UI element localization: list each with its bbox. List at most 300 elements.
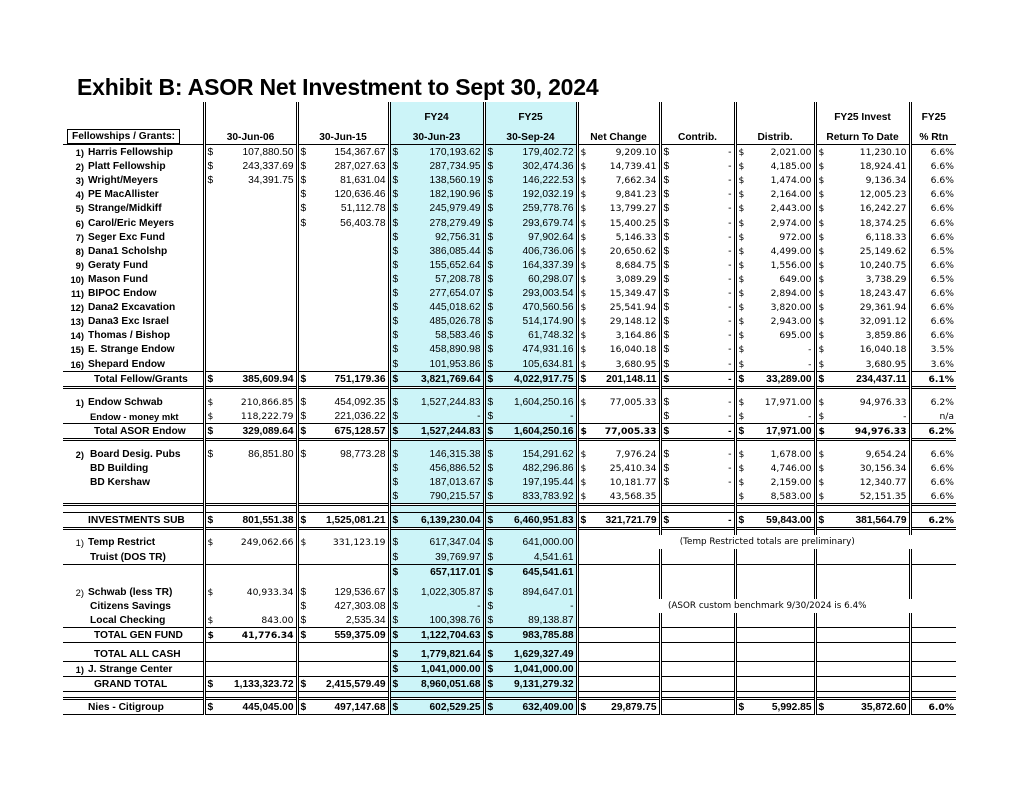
amount-cell: $ 1,527,244.83	[389, 423, 484, 439]
percent-cell	[910, 564, 956, 579]
row-label: Shepard Endow	[88, 358, 165, 370]
amount-cell: $ 56,403.78	[297, 215, 389, 229]
empty-cell	[910, 505, 956, 513]
row-label: Board Desig. Pubs	[90, 448, 181, 460]
row-number	[63, 647, 86, 662]
empty-cell	[297, 314, 389, 328]
amount-cell: $ -	[660, 286, 735, 300]
empty-cell	[735, 585, 815, 599]
amount-cell: $ -	[660, 159, 735, 173]
amount-cell: $ -	[660, 244, 735, 258]
row-label: Schwab (less TR)	[88, 586, 173, 598]
total-cash-row	[63, 647, 956, 662]
amount-cell: $ 321,721.79	[577, 513, 660, 529]
empty-cell	[660, 699, 735, 715]
percent-cell: 6.6%	[910, 258, 956, 272]
amount-cell: $ -	[660, 328, 735, 342]
empty-cell	[204, 272, 297, 286]
amount-cell: $ 32,091.12	[815, 314, 910, 328]
amount-cell: $ 454,092.35	[297, 395, 389, 409]
empty-cell	[297, 230, 389, 244]
row-number: 7)	[75, 231, 84, 243]
amount-cell: $ 51,112.78	[297, 201, 389, 215]
fellowship-row	[63, 215, 956, 229]
percent-cell: 3.6%	[910, 356, 956, 371]
spacer-row	[63, 439, 956, 447]
empty-cell	[577, 564, 660, 579]
amount-cell: $ 4,746.00	[735, 461, 815, 475]
amount-cell: $ 12,340.77	[815, 475, 910, 489]
amount-cell: $ 60,298.07	[484, 272, 577, 286]
amount-cell: $ 1,678.00	[735, 447, 815, 461]
percent-cell	[910, 662, 956, 677]
amount-cell: $ 6,118.33	[815, 230, 910, 244]
empty-cell	[204, 489, 297, 505]
amount-cell: $ 59,843.00	[735, 513, 815, 529]
empty-cell	[204, 328, 297, 342]
row-number: 1)	[75, 537, 84, 549]
row-label: Nies - Citigroup	[86, 699, 204, 715]
row-number	[63, 677, 86, 692]
row-label: Local Checking	[90, 614, 166, 626]
amount-cell: $ 34,391.75	[204, 173, 297, 187]
amount-cell: $ 52,151.35	[815, 489, 910, 505]
row-label: Mason Fund	[88, 273, 148, 285]
amount-cell: $ 287,734.95	[389, 159, 484, 173]
amount-cell: $ 445,018.62	[389, 300, 484, 314]
row-label: BD Building	[90, 463, 149, 475]
row-number	[63, 627, 86, 642]
percent-cell: 6.6%	[910, 159, 956, 173]
amount-cell: $ 675,128.57	[297, 423, 389, 439]
amount-cell: $ 386,085.44	[389, 244, 484, 258]
percent-cell	[910, 627, 956, 642]
row-number	[63, 409, 86, 424]
percent-cell: 6.5%	[910, 272, 956, 286]
amount-cell: $ 278,279.49	[389, 215, 484, 229]
percent-cell: 6.0%	[910, 699, 956, 715]
row-number	[63, 423, 86, 439]
amount-cell: $ 474,931.16	[484, 342, 577, 356]
row-number	[63, 699, 86, 715]
empty-cell	[63, 439, 86, 447]
amount-cell: $ 2,443.00	[735, 201, 815, 215]
amount-cell: $ 485,026.78	[389, 314, 484, 328]
empty-cell	[297, 439, 389, 447]
temp-total-row	[63, 564, 956, 579]
fellowship-row	[63, 244, 956, 258]
amount-cell: $ 1,779,821.64	[389, 647, 484, 662]
empty-cell	[389, 692, 484, 699]
amount-cell: $ 6,139,230.04	[389, 513, 484, 529]
row-label: Total Fellow/Grants	[86, 371, 204, 387]
row-number: 9)	[75, 259, 84, 271]
row-number	[63, 461, 86, 475]
board-total-row	[63, 489, 956, 505]
amount-cell: $ -	[660, 314, 735, 328]
row-label: Wright/Meyers	[88, 175, 159, 187]
empty-cell	[389, 439, 484, 447]
empty-cell	[815, 439, 910, 447]
amount-cell: $ -	[660, 447, 735, 461]
amount-cell: $ 5,992.85	[735, 699, 815, 715]
spacer-row	[63, 505, 956, 513]
row-number: 13)	[70, 316, 84, 328]
empty-cell	[204, 187, 297, 201]
amount-cell: $ -	[660, 215, 735, 229]
percent-cell: 6.6%	[910, 328, 956, 342]
empty-cell	[910, 439, 956, 447]
percent-cell: 6.6%	[910, 286, 956, 300]
amount-cell: $ 293,679.74	[484, 215, 577, 229]
header-cell: FY25 Invest	[815, 102, 910, 124]
fellowship-row	[63, 201, 956, 215]
row-number: 4)	[75, 189, 84, 201]
empty-cell	[735, 677, 815, 692]
endow-schwab-row	[63, 395, 956, 409]
amount-cell: $ 293,003.54	[484, 286, 577, 300]
percent-cell: 6.6%	[910, 173, 956, 187]
percent-cell	[910, 585, 956, 599]
percent-cell: 6.6%	[910, 489, 956, 505]
note-text: (ASOR custom benchmark 9/30/2024 is 6.4%	[667, 600, 867, 611]
empty-cell	[204, 215, 297, 229]
empty-cell	[660, 585, 735, 599]
empty-cell	[204, 564, 297, 579]
row-number: 2)	[75, 586, 84, 598]
amount-cell: $ 17,971.00	[735, 423, 815, 439]
empty-cell	[297, 272, 389, 286]
amount-cell: $ 25,410.34	[577, 461, 660, 475]
amount-cell: $ 287,027.63	[297, 159, 389, 173]
amount-cell: $ 259,778.76	[484, 201, 577, 215]
amount-cell: $ -	[735, 342, 815, 356]
row-number: 1)	[75, 396, 84, 408]
empty-cell	[484, 439, 577, 447]
column-header: Net Change	[577, 124, 660, 145]
row-number	[63, 475, 86, 489]
empty-cell	[815, 564, 910, 579]
amount-cell: $ -	[735, 409, 815, 424]
amount-cell: $ 61,748.32	[484, 328, 577, 342]
amount-cell: $ 1,041,000.00	[484, 662, 577, 677]
empty-cell	[204, 286, 297, 300]
empty-cell	[297, 258, 389, 272]
percent-cell: 6.6%	[910, 300, 956, 314]
empty-cell	[660, 627, 735, 642]
header-cell	[86, 102, 204, 124]
amount-cell: $ 118,222.79	[204, 409, 297, 424]
empty-cell	[735, 549, 815, 564]
amount-cell: $ 3,164.86	[577, 328, 660, 342]
percent-cell: 6.6%	[910, 447, 956, 461]
fellowship-row	[63, 258, 956, 272]
amount-cell: $ 2,164.00	[735, 187, 815, 201]
amount-cell: $ 97,902.64	[484, 230, 577, 244]
empty-cell	[204, 342, 297, 356]
board-row	[63, 447, 956, 461]
empty-cell	[297, 356, 389, 371]
empty-cell	[389, 387, 484, 395]
amount-cell: $ 18,924.41	[815, 159, 910, 173]
amount-cell: $ 641,000.00	[484, 535, 577, 549]
empty-cell	[735, 505, 815, 513]
empty-cell	[204, 475, 297, 489]
amount-cell: $ 445,045.00	[204, 699, 297, 715]
empty-cell	[815, 627, 910, 642]
amount-cell: $ -	[660, 300, 735, 314]
empty-cell	[660, 387, 735, 395]
nies-row	[63, 699, 956, 715]
amount-cell: $ 77,005.33	[577, 395, 660, 409]
amount-cell: $ 20,650.62	[577, 244, 660, 258]
amount-cell: $ 1,604,250.16	[484, 395, 577, 409]
amount-cell: $ 482,296.86	[484, 461, 577, 475]
amount-cell: $ 801,551.38	[204, 513, 297, 529]
empty-cell	[660, 505, 735, 513]
empty-cell	[815, 647, 910, 662]
amount-cell: $ 302,474.36	[484, 159, 577, 173]
row-label: TOTAL GEN FUND	[86, 627, 204, 642]
row-label	[86, 564, 204, 579]
amount-cell: $ 92,756.31	[389, 230, 484, 244]
amount-cell: $ 514,174.90	[484, 314, 577, 328]
amount-cell: $ 843.00	[204, 613, 297, 628]
empty-cell	[577, 677, 660, 692]
row-label: Carol/Eric Meyers	[88, 217, 175, 229]
amount-cell: $ 1,629,327.49	[484, 647, 577, 662]
amount-cell: $ -	[389, 409, 484, 424]
amount-cell: $ 1,525,081.21	[297, 513, 389, 529]
row-label: TOTAL ALL CASH	[94, 649, 181, 661]
row-number: 10)	[70, 273, 84, 285]
amount-cell: $ 35,872.60	[815, 699, 910, 715]
amount-cell: $ 381,564.79	[815, 513, 910, 529]
column-header: Contrib.	[660, 124, 735, 145]
amount-cell: $ 6,460,951.83	[484, 513, 577, 529]
row-label: BD Kershaw	[90, 477, 151, 489]
empty-cell	[660, 613, 735, 628]
percent-cell	[910, 613, 956, 628]
row-label: Thomas / Bishop	[88, 330, 171, 342]
fellowship-row	[63, 230, 956, 244]
temp-restrict-row	[63, 535, 956, 549]
empty-cell	[660, 549, 735, 564]
board-row	[63, 461, 956, 475]
amount-cell: $ 170,193.62	[389, 145, 484, 160]
empty-cell	[63, 692, 86, 699]
amount-cell: $ 894,647.01	[484, 585, 577, 599]
amount-cell: $ 155,652.64	[389, 258, 484, 272]
amount-cell: $ 10,240.75	[815, 258, 910, 272]
amount-cell: $ 164,337.39	[484, 258, 577, 272]
amount-cell: $ 25,149.62	[815, 244, 910, 258]
amount-cell: $ 210,866.85	[204, 395, 297, 409]
amount-cell: $ 3,680.95	[815, 356, 910, 371]
amount-cell: $ 9,654.24	[815, 447, 910, 461]
fellowship-row	[63, 328, 956, 342]
row-label: PE MacAllister	[88, 189, 159, 201]
amount-cell: $ 154,367.67	[297, 145, 389, 160]
amount-cell: $ 120,636.46	[297, 187, 389, 201]
empty-cell	[815, 613, 910, 628]
empty-cell	[577, 647, 660, 662]
amount-cell: $ 8,583.00	[735, 489, 815, 505]
amount-cell: $ 98,773.28	[297, 447, 389, 461]
amount-cell: $ 9,841.23	[577, 187, 660, 201]
amount-cell: $ -	[660, 461, 735, 475]
amount-cell: $ 11,230.10	[815, 145, 910, 160]
amount-cell: $ 983,785.88	[484, 627, 577, 642]
empty-cell	[297, 300, 389, 314]
amount-cell: $ 146,315.38	[389, 447, 484, 461]
amount-cell: $ 456,886.52	[389, 461, 484, 475]
amount-cell: $ -	[660, 258, 735, 272]
row-number: 14)	[70, 330, 84, 342]
amount-cell: $ 25,541.94	[577, 300, 660, 314]
empty-cell	[660, 662, 735, 677]
empty-cell	[204, 461, 297, 475]
header-cell: FY25	[484, 102, 577, 124]
row-number: 6)	[75, 217, 84, 229]
amount-cell: $ 234,437.11	[815, 371, 910, 387]
amount-cell: $ 16,242.27	[815, 201, 910, 215]
row-number: 16)	[70, 358, 84, 370]
row-label: E. Strange Endow	[88, 344, 175, 356]
amount-cell: $ 30,156.34	[815, 461, 910, 475]
amount-cell: $ 197,195.44	[484, 475, 577, 489]
row-label	[86, 489, 204, 505]
empty-cell	[577, 662, 660, 677]
empty-cell	[660, 692, 735, 699]
empty-cell	[297, 342, 389, 356]
endow-mm-row	[63, 409, 956, 424]
empty-cell	[815, 662, 910, 677]
header-cell	[204, 102, 297, 124]
amount-cell: $ 4,541.61	[484, 549, 577, 564]
row-number: 5)	[75, 203, 84, 215]
amount-cell: $ 617,347.04	[389, 535, 484, 549]
percent-cell: 6.2%	[910, 513, 956, 529]
amount-cell: $ 89,138.87	[484, 613, 577, 628]
header-label-cell	[63, 124, 204, 145]
fellowship-row	[63, 173, 956, 187]
amount-cell: $ -	[660, 272, 735, 286]
amount-cell: $ 12,005.23	[815, 187, 910, 201]
empty-cell	[297, 489, 389, 505]
percent-cell: 6.6%	[910, 230, 956, 244]
empty-cell	[484, 505, 577, 513]
schwab-less-row	[63, 585, 956, 599]
amount-cell: $ 105,634.81	[484, 356, 577, 371]
amount-cell: $ 8,684.75	[577, 258, 660, 272]
amount-cell: $ 192,032.19	[484, 187, 577, 201]
empty-cell	[297, 692, 389, 699]
amount-cell: $ 1,604,250.16	[484, 423, 577, 439]
row-number: 2)	[75, 448, 84, 460]
investments-sub-row	[63, 513, 956, 529]
column-header: 30-Jun-06	[204, 124, 297, 145]
percent-cell: n/a	[910, 409, 956, 424]
empty-cell	[660, 647, 735, 662]
empty-cell	[204, 662, 297, 677]
empty-cell	[297, 564, 389, 579]
amount-cell: $ 41,776.34	[204, 627, 297, 642]
amount-cell: $ 94,976.33	[815, 395, 910, 409]
row-label: Endow Schwab	[88, 396, 163, 408]
row-label: Citizens Savings	[90, 600, 171, 612]
fellowship-row	[63, 187, 956, 201]
percent-cell: 6.6%	[910, 475, 956, 489]
empty-cell	[660, 564, 735, 579]
amount-cell: $ -	[660, 145, 735, 160]
amount-cell: $ 972.00	[735, 230, 815, 244]
amount-cell: $ -	[660, 513, 735, 529]
board-row	[63, 475, 956, 489]
empty-cell	[815, 549, 910, 564]
amount-cell: $ 16,040.18	[577, 342, 660, 356]
amount-cell: $ 2,974.00	[735, 215, 815, 229]
amount-cell: $ 3,820.00	[735, 300, 815, 314]
empty-cell	[204, 387, 297, 395]
amount-cell: $ 29,148.12	[577, 314, 660, 328]
row-label: Platt Fellowship	[88, 161, 166, 173]
empty-cell	[204, 505, 297, 513]
empty-cell	[577, 549, 660, 564]
fellowship-row	[63, 145, 956, 160]
column-header: Distrib.	[735, 124, 815, 145]
amount-cell: $ 3,821,769.64	[389, 371, 484, 387]
amount-cell: $ 1,474.00	[735, 173, 815, 187]
amount-cell: $ 182,190.96	[389, 187, 484, 201]
amount-cell: $ 2,021.00	[735, 145, 815, 160]
empty-cell	[577, 692, 660, 699]
empty-cell	[297, 662, 389, 677]
fellowship-row	[63, 314, 956, 328]
row-label: Seger Exc Fund	[88, 231, 165, 243]
header-cell	[297, 102, 389, 124]
amount-cell: $ 77,005.33	[577, 423, 660, 439]
strange-center-row	[63, 662, 956, 677]
amount-cell: $ 221,036.22	[297, 409, 389, 424]
amount-cell: $ 9,209.10	[577, 145, 660, 160]
fellowship-row	[63, 286, 956, 300]
header-cell: FY25	[910, 102, 956, 124]
amount-cell: $ 101,953.86	[389, 356, 484, 371]
empty-cell	[204, 356, 297, 371]
amount-cell: $ 657,117.01	[389, 564, 484, 579]
amount-cell: $ 43,568.35	[577, 489, 660, 505]
truist-row	[63, 549, 956, 564]
row-number: 1)	[63, 662, 86, 677]
amount-cell: $ 3,680.95	[577, 356, 660, 371]
column-header: 30-Jun-15	[297, 124, 389, 145]
empty-cell	[297, 286, 389, 300]
empty-cell	[735, 613, 815, 628]
amount-cell: $ 331,123.19	[297, 535, 389, 549]
amount-cell: $ 1,122,704.63	[389, 627, 484, 642]
amount-cell: $ 1,022,305.87	[389, 585, 484, 599]
amount-cell: $ 33,289.00	[735, 371, 815, 387]
column-header: Return To Date	[815, 124, 910, 145]
amount-cell: $ 138,560.19	[389, 173, 484, 187]
empty-cell	[86, 387, 204, 395]
row-number: 11)	[70, 288, 84, 300]
fellowship-row	[63, 272, 956, 286]
amount-cell: $ 3,859.86	[815, 328, 910, 342]
row-label: J. Strange Center	[86, 662, 204, 677]
page-title: Exhibit B: ASOR Net Investment to Sept 30, 2024	[77, 74, 599, 100]
